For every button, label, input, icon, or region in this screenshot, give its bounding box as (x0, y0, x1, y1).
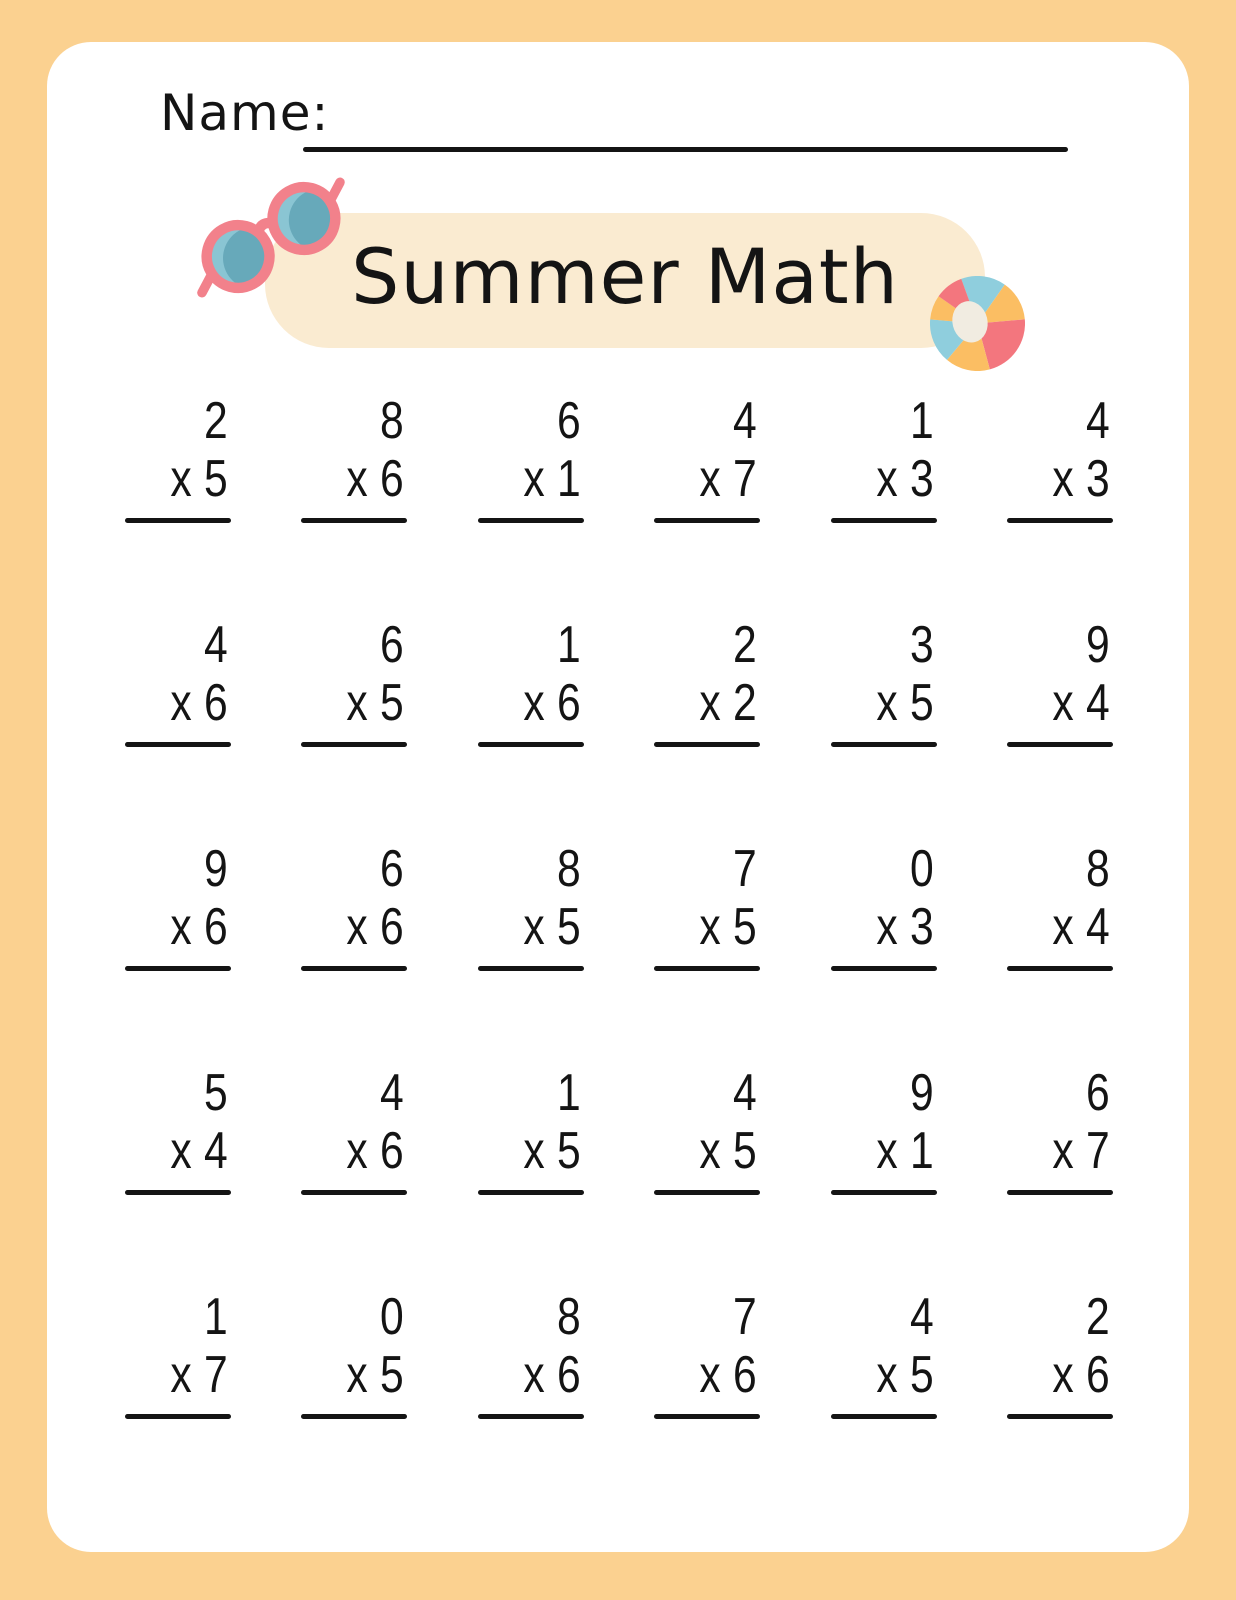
multiplier-row (850, 674, 937, 732)
answer-line (1007, 966, 1113, 971)
problem-r3c2 (301, 841, 407, 971)
multiplier: 6 (204, 898, 228, 956)
multiply-sign: x (170, 674, 192, 732)
problem-r3c4 (654, 841, 760, 971)
multiplicand: 7 (733, 840, 757, 898)
problem-r3c5 (831, 841, 937, 971)
multiply-sign: x (875, 674, 898, 732)
answer-line (831, 966, 937, 971)
multiplicand: 8 (556, 1288, 581, 1346)
multiplier-row (320, 450, 407, 508)
multiply-sign: x (523, 674, 545, 732)
multiply-sign: x (346, 1346, 369, 1404)
multiplicand: 4 (1085, 392, 1110, 450)
multiplicand: 3 (909, 616, 934, 674)
multiplicand: 4 (380, 1064, 405, 1122)
multiplier: 2 (733, 674, 757, 732)
multiplier: 6 (204, 674, 228, 732)
multiply-sign: x (1052, 1346, 1074, 1404)
problem-r3c3 (478, 841, 584, 971)
problem-r2c4 (654, 617, 760, 747)
problem-r3c6 (1007, 841, 1113, 971)
multiplier: 5 (733, 898, 757, 956)
multiply-sign: x (699, 450, 721, 508)
multiplier-row (144, 450, 231, 508)
multiplier: 6 (556, 674, 581, 732)
multiplicand: 4 (909, 1288, 934, 1346)
multiplier: 5 (733, 1122, 757, 1180)
multiplier-row (850, 450, 937, 508)
multiplier-row (1026, 674, 1113, 732)
multiplier-row (497, 450, 584, 508)
answer-line (654, 742, 760, 747)
multiplicand: 1 (556, 1064, 581, 1122)
problem-r4c3 (478, 1065, 584, 1195)
problem-r5c3 (478, 1289, 584, 1419)
multiplicand: 7 (733, 1288, 757, 1346)
answer-line (478, 518, 584, 523)
title-banner (265, 213, 985, 348)
problem-r4c4 (654, 1065, 760, 1195)
multiplicand: 1 (204, 1288, 228, 1346)
multiplicand: 9 (909, 1064, 934, 1122)
answer-line (301, 1190, 407, 1195)
multiplicand: 9 (204, 840, 228, 898)
multiplier: 6 (380, 1122, 405, 1180)
problem-r2c5 (831, 617, 937, 747)
problem-r1c4 (654, 393, 760, 523)
answer-line (125, 742, 231, 747)
multiply-sign: x (1052, 450, 1074, 508)
name-label: Name: (160, 84, 330, 142)
multiplier: 6 (556, 1346, 581, 1404)
answer-line (125, 1190, 231, 1195)
multiply-sign: x (346, 898, 369, 956)
multiplier: 5 (909, 1346, 934, 1404)
answer-line (478, 1190, 584, 1195)
multiply-sign: x (1052, 1122, 1074, 1180)
answer-line (831, 1414, 937, 1419)
multiplier: 7 (1085, 1122, 1110, 1180)
answer-line (301, 518, 407, 523)
multiplier-row (320, 1346, 407, 1404)
answer-line (1007, 518, 1113, 523)
multiplicand: 6 (380, 840, 405, 898)
multiplier: 1 (909, 1122, 934, 1180)
answer-line (654, 966, 760, 971)
multiply-sign: x (875, 898, 898, 956)
multiplier: 4 (1085, 674, 1110, 732)
multiplier-row (850, 1346, 937, 1404)
multiplier-row (673, 1346, 760, 1404)
multiplicand: 2 (204, 392, 228, 450)
answer-line (125, 966, 231, 971)
multiplier: 4 (204, 1122, 228, 1180)
multiplicand: 5 (204, 1064, 228, 1122)
multiply-sign: x (699, 674, 721, 732)
problem-r5c2 (301, 1289, 407, 1419)
multiply-sign: x (170, 1346, 192, 1404)
multiplier: 5 (556, 898, 581, 956)
problem-r5c6 (1007, 1289, 1113, 1419)
problem-r4c5 (831, 1065, 937, 1195)
multiply-sign: x (346, 450, 369, 508)
answer-line (1007, 1190, 1113, 1195)
name-line (303, 147, 1068, 152)
multiplier-row (144, 1122, 231, 1180)
multiplier-row (1026, 1346, 1113, 1404)
problem-r2c6 (1007, 617, 1113, 747)
multiply-sign: x (875, 1122, 898, 1180)
multiplicand: 1 (556, 616, 581, 674)
multiplicand: 8 (380, 392, 405, 450)
multiplier: 4 (1085, 898, 1110, 956)
problem-r2c2 (301, 617, 407, 747)
answer-line (831, 742, 937, 747)
problem-r1c5 (831, 393, 937, 523)
problem-r3c1 (125, 841, 231, 971)
multiply-sign: x (523, 1122, 545, 1180)
multiplicand: 4 (733, 1064, 757, 1122)
multiplier-row (673, 450, 760, 508)
multiplier-row (320, 1122, 407, 1180)
problem-r2c1 (125, 617, 231, 747)
multiply-sign: x (346, 674, 369, 732)
multiplier-row (320, 898, 407, 956)
answer-line (654, 1190, 760, 1195)
multiply-sign: x (875, 450, 898, 508)
sunglasses-icon (176, 160, 366, 315)
multiply-sign: x (523, 898, 545, 956)
multiplier: 3 (1085, 450, 1110, 508)
multiplier-row (673, 898, 760, 956)
multiplier-row (144, 674, 231, 732)
multiplier-row (497, 898, 584, 956)
problem-r1c2 (301, 393, 407, 523)
multiply-sign: x (523, 1346, 545, 1404)
multiplicand: 8 (556, 840, 581, 898)
multiply-sign: x (346, 1122, 369, 1180)
answer-line (654, 1414, 760, 1419)
multiply-sign: x (1052, 674, 1074, 732)
multiply-sign: x (699, 1346, 721, 1404)
multiplier-row (1026, 898, 1113, 956)
multiplier: 5 (204, 450, 228, 508)
multiply-sign: x (699, 1122, 721, 1180)
answer-line (478, 742, 584, 747)
multiplier-row (850, 898, 937, 956)
answer-line (125, 1414, 231, 1419)
answer-line (1007, 742, 1113, 747)
multiplicand: 6 (1085, 1064, 1110, 1122)
multiplicand: 0 (380, 1288, 405, 1346)
multiply-sign: x (170, 450, 192, 508)
problem-r5c4 (654, 1289, 760, 1419)
problem-r4c1 (125, 1065, 231, 1195)
multiplier: 1 (556, 450, 581, 508)
multiplicand: 1 (909, 392, 934, 450)
multiplier-row (673, 674, 760, 732)
multiplicand: 6 (556, 392, 581, 450)
multiplier: 5 (380, 674, 405, 732)
multiplicand: 8 (1085, 840, 1110, 898)
beach-ball-icon (930, 276, 1025, 371)
multiplier-row (850, 1122, 937, 1180)
answer-line (301, 1414, 407, 1419)
multiplier-row (1026, 450, 1113, 508)
answer-line (301, 742, 407, 747)
answer-line (478, 1414, 584, 1419)
multiplier: 6 (733, 1346, 757, 1404)
multiplier-row (144, 898, 231, 956)
multiplicand: 2 (1085, 1288, 1110, 1346)
multiply-sign: x (170, 1122, 192, 1180)
multiplier: 5 (909, 674, 934, 732)
multiplier: 6 (1085, 1346, 1110, 1404)
multiplier-row (497, 1122, 584, 1180)
multiply-sign: x (170, 898, 192, 956)
answer-line (654, 518, 760, 523)
multiplier-row (144, 1346, 231, 1404)
multiplier-row (320, 674, 407, 732)
answer-line (125, 518, 231, 523)
multiplier: 6 (380, 450, 405, 508)
multiplicand: 4 (733, 392, 757, 450)
multiplier-row (673, 1122, 760, 1180)
multiplier: 7 (204, 1346, 228, 1404)
problem-r2c3 (478, 617, 584, 747)
multiplier-row (497, 1346, 584, 1404)
problems-grid (125, 393, 1113, 1419)
multiplier: 7 (733, 450, 757, 508)
problem-r5c5 (831, 1289, 937, 1419)
multiplicand: 2 (733, 616, 757, 674)
multiplier: 3 (909, 898, 934, 956)
problem-r4c6 (1007, 1065, 1113, 1195)
answer-line (301, 966, 407, 971)
multiply-sign: x (699, 898, 721, 956)
page-title: Summer Math (351, 232, 899, 321)
multiplier-row (1026, 1122, 1113, 1180)
multiply-sign: x (523, 450, 545, 508)
problem-r4c2 (301, 1065, 407, 1195)
multiplier-row (497, 674, 584, 732)
problem-r1c6 (1007, 393, 1113, 523)
problem-r5c1 (125, 1289, 231, 1419)
multiplier: 3 (909, 450, 934, 508)
answer-line (831, 1190, 937, 1195)
multiplier: 6 (380, 898, 405, 956)
multiplier: 5 (556, 1122, 581, 1180)
answer-line (831, 518, 937, 523)
problem-r1c3 (478, 393, 584, 523)
multiply-sign: x (875, 1346, 898, 1404)
multiplicand: 0 (909, 840, 934, 898)
answer-line (1007, 1414, 1113, 1419)
multiplicand: 9 (1085, 616, 1110, 674)
multiplicand: 6 (380, 616, 405, 674)
multiplicand: 4 (204, 616, 228, 674)
multiplier: 5 (380, 1346, 405, 1404)
multiply-sign: x (1052, 898, 1074, 956)
answer-line (478, 966, 584, 971)
problem-r1c1 (125, 393, 231, 523)
